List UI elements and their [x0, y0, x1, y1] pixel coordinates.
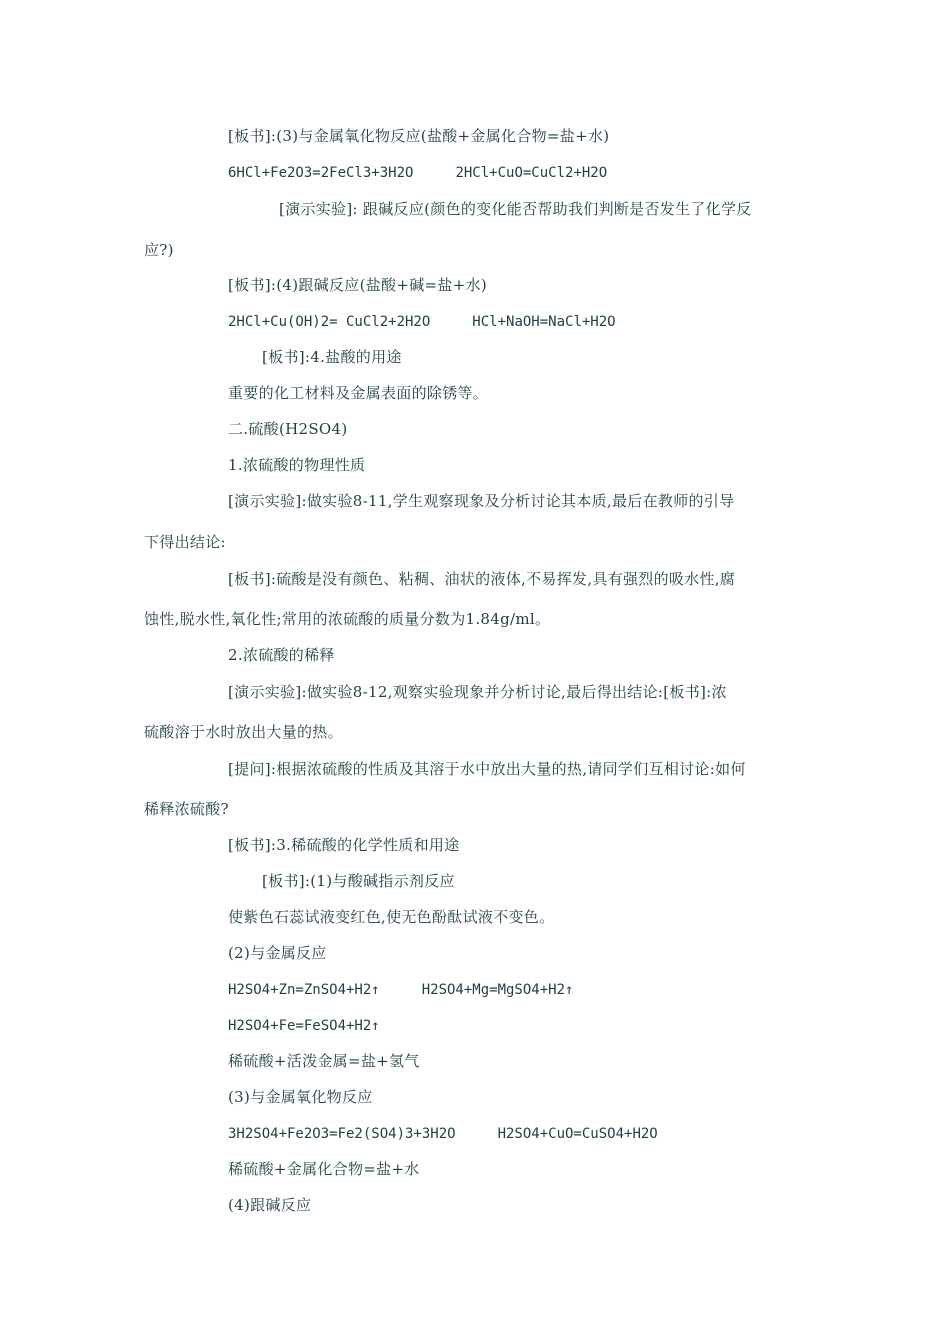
text-line: 重要的化工材料及金属表面的除锈等。 [228, 384, 489, 402]
text-line: 使紫色石蕊试液变红色,使无色酚酞试液不变色。 [228, 908, 555, 926]
text-line: 应?) [144, 241, 174, 259]
text-line: [板书]:3.稀硫酸的化学性质和用途 [228, 836, 460, 854]
text-line: [板书]:4.盐酸的用途 [262, 348, 402, 366]
text-line: [演示实验]: 跟碱反应(颜色的变化能否帮助我们判断是否发生了化学反 [279, 200, 752, 218]
text-line: 稀硫酸+活泼金属=盐+氢气 [228, 1052, 420, 1070]
text-line: 稀释浓硫酸? [144, 800, 229, 818]
equation: 3H2SO4+Fe2O3=Fe2(SO4)3+3H2O [228, 1126, 456, 1142]
text-line: [板书]:(1)与酸碱指示剂反应 [262, 872, 455, 890]
text-line: [演示实验]:做实验8-11,学生观察现象及分析讨论其本质,最后在教师的引导 [228, 492, 735, 510]
text-line: 下得出结论: [144, 533, 226, 551]
text-line: [板书]:(4)跟碱反应(盐酸+碱=盐+水) [228, 276, 488, 294]
equation: HCl+NaOH=NaCl+H2O [472, 314, 616, 330]
equation: H2SO4+CuO=CuSO4+H2O [497, 1126, 658, 1142]
equation: 2HCl+CuO=CuCl2+H2O [455, 165, 608, 181]
equation-line: H2SO4+Fe=FeSO4+H2↑ [228, 1018, 380, 1034]
text-line: [板书]:硫酸是没有颜色、粘稠、油状的液体,不易挥发,具有强烈的吸水性,腐 [228, 570, 736, 588]
text-line: 稀硫酸+金属化合物=盐+水 [228, 1160, 420, 1178]
equation: H2SO4+Mg=MgSO4+H2↑ [421, 982, 574, 998]
equation-line [228, 1124, 658, 1144]
text-line: [演示实验]:做实验8-12,观察实验现象并分析讨论,最后得出结论:[板书]:浓 [228, 683, 727, 701]
text-line: 硫酸溶于水时放出大量的热。 [144, 723, 343, 741]
equation-line [228, 312, 616, 332]
equation-line [228, 163, 607, 183]
subsection-heading: 1.浓硫酸的物理性质 [228, 456, 366, 474]
equation-line [228, 980, 573, 1000]
section-heading: 二.硫酸(H2SO4) [228, 420, 348, 438]
text-line: [提问]:根据浓硫酸的性质及其溶于水中放出大量的热,请同学们互相讨论:如何 [228, 760, 746, 778]
text-line: [板书]:(3)与金属氧化物反应(盐酸+金属化合物=盐+水) [228, 127, 610, 145]
equation: 6HCl+Fe2O3=2FeCl3+3H2O [228, 165, 414, 181]
equation: H2SO4+Zn=ZnSO4+H2↑ [228, 982, 380, 998]
subsection-heading: 2.浓硫酸的稀释 [228, 646, 335, 664]
text-line: (4)跟碱反应 [228, 1196, 312, 1214]
equation: 2HCl+Cu(OH)2= CuCl2+2H2O [228, 314, 431, 330]
text-line: (3)与金属氧化物反应 [228, 1088, 373, 1106]
text-line: (2)与金属反应 [228, 944, 327, 962]
text-line: 蚀性,脱水性,氧化性;常用的浓硫酸的质量分数为1.84g/ml。 [144, 610, 551, 628]
